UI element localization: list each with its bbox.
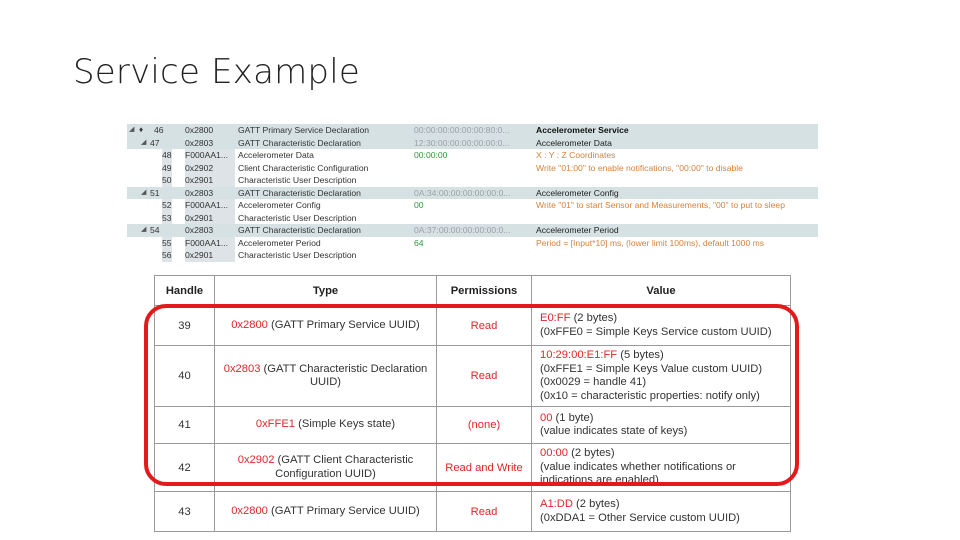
- cell-handle: 39: [155, 306, 215, 346]
- tree-name: GATT Characteristic Declaration: [238, 137, 361, 148]
- tree-description: Accelerometer Data: [536, 137, 612, 148]
- tree-handle: 50: [162, 175, 172, 185]
- header-type: Type: [215, 276, 437, 306]
- cell-handle: 40: [155, 346, 215, 407]
- tree-description: X : Y : Z Coordinates: [536, 150, 616, 160]
- type-description: (GATT Characteristic Declaration UUID): [260, 362, 428, 388]
- highlight-box: [144, 304, 799, 486]
- cell-permissions: (none): [437, 407, 532, 444]
- value-line: (value indicates whether notifications or indications are enabled): [540, 460, 736, 487]
- tree-description: Accelerometer Config: [536, 187, 619, 198]
- tree-uuid: 0x2803: [185, 137, 214, 148]
- tree-name: Characteristic User Description: [238, 175, 357, 185]
- value-bytes: E0:FF: [540, 312, 571, 324]
- tree-row[interactable]: [127, 187, 818, 200]
- tree-description: Accelerometer Service: [536, 125, 629, 135]
- value-bytes: 00: [540, 411, 553, 424]
- tree-name: Characteristic User Description: [238, 212, 357, 223]
- tree-row[interactable]: [127, 212, 818, 225]
- value-line: (0xFFE1 = Simple Keys Value custom UUID): [540, 362, 763, 375]
- tree-row[interactable]: [127, 174, 818, 187]
- expand-arrow-icon[interactable]: ◢: [141, 188, 147, 196]
- tree-description: Write "01:00" to enable notifications, "00:00" to disable: [536, 162, 743, 173]
- tree-value: 0A:34:00:00:00:00:00:0...: [414, 187, 511, 198]
- value-bytes: 00:00: [540, 447, 568, 460]
- handle-table-header: [155, 276, 791, 306]
- tree-row[interactable]: [127, 224, 818, 237]
- tree-handle: 56: [162, 250, 172, 260]
- type-uuid: 0x2902: [237, 454, 275, 466]
- service-icon: ♦: [139, 125, 144, 134]
- header-handle: Handle: [155, 276, 215, 306]
- cell-permissions: Read: [437, 492, 532, 532]
- cell-value: [532, 492, 791, 532]
- type-uuid: 0x2800: [231, 318, 268, 331]
- tree-name: Accelerometer Data: [238, 150, 314, 160]
- tree-name: Client Characteristic Configuration: [238, 162, 369, 173]
- tree-row[interactable]: [127, 162, 818, 175]
- tree-handle: 49: [162, 162, 172, 173]
- table-row: [155, 492, 791, 532]
- value-line: (0xDDA1 = Other Service custom UUID): [540, 511, 740, 524]
- value-line: (0x10 = characteristic properties: notify only): [540, 389, 760, 402]
- value-line: (2 bytes): [570, 312, 618, 324]
- value-bytes: 10:29:00:E1:FF: [540, 349, 618, 361]
- cell-handle: 41: [155, 407, 215, 444]
- tree-row[interactable]: [127, 149, 818, 162]
- tree-uuid: 0x2901: [185, 249, 235, 262]
- cell-handle: 43: [155, 492, 215, 532]
- type-description: (Simple Keys state): [295, 418, 396, 431]
- cell-permissions: Read: [437, 346, 532, 407]
- tree-name: GATT Primary Service Declaration: [238, 125, 370, 135]
- value-line: (2 bytes): [568, 447, 615, 460]
- tree-description: Accelerometer Period: [536, 225, 619, 235]
- tree-uuid: 0x2803: [185, 225, 214, 235]
- cell-handle: 42: [155, 444, 215, 492]
- tree-name: GATT Characteristic Declaration: [238, 187, 361, 198]
- tree-row[interactable]: [127, 124, 818, 137]
- tree-handle: 53: [162, 212, 172, 223]
- value-line: (2 bytes): [572, 498, 620, 510]
- tree-name: Accelerometer Config: [238, 200, 321, 210]
- tree-name: GATT Characteristic Declaration: [238, 225, 361, 235]
- type-uuid: 0xFFE1: [255, 418, 296, 431]
- tree-uuid: F000AA1...: [185, 237, 235, 250]
- type-uuid: 0x2803: [223, 362, 261, 375]
- slide-title: Service Example: [73, 52, 360, 92]
- tree-uuid: 0x2800: [185, 125, 214, 135]
- expand-arrow-icon[interactable]: ◢: [141, 138, 147, 146]
- tree-row[interactable]: [127, 199, 818, 212]
- tree-uuid: F000AA1...: [185, 199, 235, 212]
- tree-handle: 51: [150, 187, 160, 198]
- cell-permissions: Read and Write: [437, 444, 532, 492]
- tree-uuid: 0x2901: [185, 212, 235, 225]
- tree-handle: 48: [162, 150, 172, 160]
- type-description: (GATT Primary Service UUID): [267, 504, 420, 517]
- tree-value: 12:30:00:00:00:00:00:0...: [414, 137, 510, 148]
- tree-name: Characteristic User Description: [238, 250, 357, 260]
- tree-name: Accelerometer Period: [238, 237, 321, 248]
- tree-uuid: 0x2901: [185, 174, 235, 187]
- tree-description: Period = [Input*10] ms, (lower limit 100ms), default 1000 ms: [536, 237, 765, 248]
- expand-arrow-icon[interactable]: ◢: [129, 126, 135, 133]
- tree-row[interactable]: [127, 237, 818, 250]
- value-line: (0x0029 = handle 41): [540, 376, 647, 388]
- tree-uuid: 0x2803: [185, 187, 214, 198]
- value-line: (0xFFE0 = Simple Keys Service custom UUID): [540, 325, 772, 338]
- type-description: (GATT Primary Service UUID): [267, 318, 420, 331]
- tree-row[interactable]: [127, 249, 818, 262]
- expand-arrow-icon[interactable]: ◢: [141, 226, 147, 233]
- tree-value: 00:00:00:00:00:00:80:0...: [414, 125, 510, 135]
- tree-value: 00:00:00: [414, 150, 448, 160]
- tree-handle: 54: [150, 225, 160, 235]
- cell-type: [215, 492, 437, 532]
- type-description: (GATT Client Characteristic Configuration UUID): [274, 454, 414, 480]
- tree-uuid: F000AA1...: [185, 149, 235, 162]
- gatt-tree-screenshot: [127, 124, 818, 262]
- tree-value: 00: [414, 200, 424, 210]
- tree-handle: 52: [162, 200, 172, 210]
- tree-handle: 47: [150, 137, 160, 148]
- tree-uuid: 0x2902: [185, 162, 235, 175]
- tree-row[interactable]: [127, 137, 818, 150]
- tree-value: 0A:37:00:00:00:00:00:0...: [414, 225, 511, 235]
- type-uuid: 0x2800: [231, 504, 268, 517]
- tree-value: 64: [414, 237, 424, 248]
- header-permissions: Permissions: [437, 276, 532, 306]
- value-bytes: A1:DD: [540, 498, 573, 510]
- tree-handle: 55: [162, 237, 172, 248]
- cell-permissions: Read: [437, 306, 532, 346]
- value-line: (5 bytes): [617, 349, 664, 361]
- tree-handle: 46: [154, 125, 164, 135]
- header-value: Value: [532, 276, 791, 306]
- tree-description: Write "01" to start Sensor and Measurements, "00" to put to sleep: [536, 200, 785, 210]
- value-line: (1 byte): [552, 411, 594, 424]
- value-line: (value indicates state of keys): [540, 425, 688, 437]
